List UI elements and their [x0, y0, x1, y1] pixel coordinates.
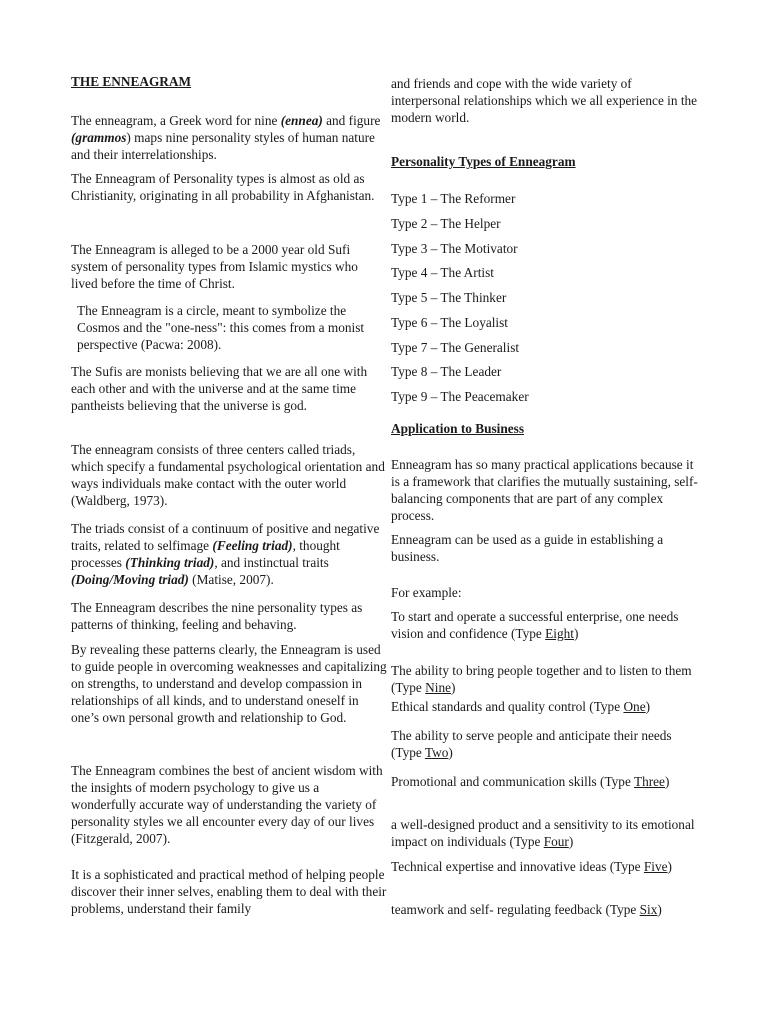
ennea-term: (ennea) — [280, 113, 323, 128]
text-span: Promotional and communication skills (Type — [391, 774, 634, 789]
application-item — [391, 698, 701, 715]
text-span: , thought processes — [71, 538, 340, 570]
application-item — [391, 816, 701, 850]
text-span: and figure — [322, 113, 381, 128]
type-item: Type 6 – The Loyalist — [391, 315, 508, 330]
type-number: Nine — [425, 680, 452, 695]
application-item — [391, 608, 701, 642]
sufi-paragraph: The Enneagram is alleged to be a 2000 year old Sufi system of personality types from Islamic mystics who lived before the time of Christ. — [71, 242, 358, 291]
text-span: The ability to serve people and anticipate their needs (Type — [391, 728, 672, 760]
feeling-triad-term: (Feeling triad) — [212, 538, 293, 553]
text-span: The enneagram, a Greek word for nine — [71, 113, 281, 128]
text-span: (Matise, 2007). — [188, 572, 274, 587]
text-span: Ethical standards and quality control (Type — [391, 699, 624, 714]
grammos-term: (grammos — [71, 130, 127, 145]
type-item: Type 8 – The Leader — [391, 364, 502, 379]
types-heading: Personality Types of Enneagram — [391, 154, 576, 169]
type-number: Four — [543, 834, 569, 849]
intro-paragraph — [71, 112, 387, 163]
continuation-paragraph: and friends and cope with the wide variety of interpersonal relationships which we all experience in the modern world. — [391, 76, 698, 125]
type-number: Two — [424, 745, 449, 760]
type-item: Type 7 – The Generalist — [391, 340, 520, 355]
text-span: ) — [451, 680, 456, 695]
text-span: a well-designed product and a sensitivity to its emotional impact on individuals (Type — [391, 817, 695, 849]
type-item: Type 1 – The Reformer — [391, 191, 516, 206]
text-span: , and instinctual traits — [214, 555, 329, 570]
doing-triad-term: (Doing/Moving triad) — [71, 572, 189, 587]
text-span: To start and operate a successful enterprise, one needs vision and confidence (Type — [391, 609, 679, 641]
type-item: Type 2 – The Helper — [391, 216, 501, 231]
application-item — [391, 858, 701, 875]
application-item — [391, 727, 701, 761]
text-span: ) — [568, 834, 574, 849]
circle-paragraph: The Enneagram is a circle, meant to symbolize the Cosmos and the "one-ness": this comes from a monist perspective (Pacwa: 2008). — [77, 303, 365, 352]
application-item — [391, 773, 701, 790]
business-heading: Application to Business — [391, 421, 525, 436]
document-title: THE ENNEAGRAM — [71, 74, 192, 89]
text-span: ) — [667, 859, 672, 874]
text-span: The ability to bring people together and to listen to them (Type — [391, 663, 692, 695]
wisdom-paragraph: The Enneagram combines the best of ancient wisdom with the insights of modern psychology to give us a wonderfully accurate way of understanding the variety of personality styles we all encounter every day of our lives (Fitzgerald, 2007). — [71, 763, 383, 846]
text-span: ) — [448, 745, 453, 760]
text-span: ) — [664, 774, 670, 789]
type-number: Eight — [545, 626, 574, 641]
triads-paragraph: The enneagram consists of three centers called triads, which specify a fundamental psychological orientation and ways individuals make contact with the outer world (Waldberg, 1973). — [71, 442, 385, 508]
patterns-paragraph: The Enneagram describes the nine personality types as patterns of thinking, feeling and behaving. — [71, 600, 363, 632]
example-label: For example: — [391, 585, 462, 600]
triads-traits-paragraph — [71, 520, 387, 588]
type-item: Type 3 – The Motivator — [391, 241, 518, 256]
monist-paragraph: The Sufis are monists believing that we are all one with each other and with the universe and at the same time pantheists believing that the universe is god. — [71, 364, 368, 413]
thinking-triad-term: (Thinking triad) — [125, 555, 215, 570]
text-span: Technical expertise and innovative ideas (Type — [391, 859, 644, 874]
text-span: ) — [657, 902, 662, 917]
type-item: Type 5 – The Thinker — [391, 290, 507, 305]
establish-paragraph: Enneagram can be used as a guide in establishing a business. — [391, 532, 664, 564]
guide-paragraph: By revealing these patterns clearly, the Enneagram is used to guide people in overcoming weaknesses and capitalizing on strengths, to understand and develop compassion in relationships of all kinds, and to understand oneself in one’s own personal growth and relationship to God. — [71, 642, 387, 725]
text-span: The triads consist of a continuum of positive and negative traits, related to selfimage — [71, 521, 380, 553]
method-paragraph: It is a sophisticated and practical method of helping people discover their inner selves, enabling them to deal with their problems, understand their family — [71, 867, 387, 916]
history-paragraph: The Enneagram of Personality types is almost as old as Christianity, originating in all probability in Afghanistan. — [71, 171, 375, 203]
type-number: One — [623, 699, 646, 714]
text-span: ) — [645, 699, 651, 714]
text-span: ) maps nine personality styles of human nature and their interrelationships. — [71, 130, 375, 162]
application-item — [391, 901, 701, 918]
text-span: ) — [573, 626, 579, 641]
business-paragraph: Enneagram has so many practical applications because it is a framework that clarifies the mutually sustaining, self-balancing components that are part of any complex process. — [391, 457, 698, 523]
type-item: Type 4 – The Artist — [391, 265, 494, 280]
type-number: Three — [633, 774, 665, 789]
application-item — [391, 662, 701, 696]
type-item: Type 9 – The Peacemaker — [391, 389, 529, 404]
type-number: Five — [643, 859, 668, 874]
type-number: Six — [639, 902, 658, 917]
text-span: teamwork and self- regulating feedback (Type — [391, 902, 640, 917]
